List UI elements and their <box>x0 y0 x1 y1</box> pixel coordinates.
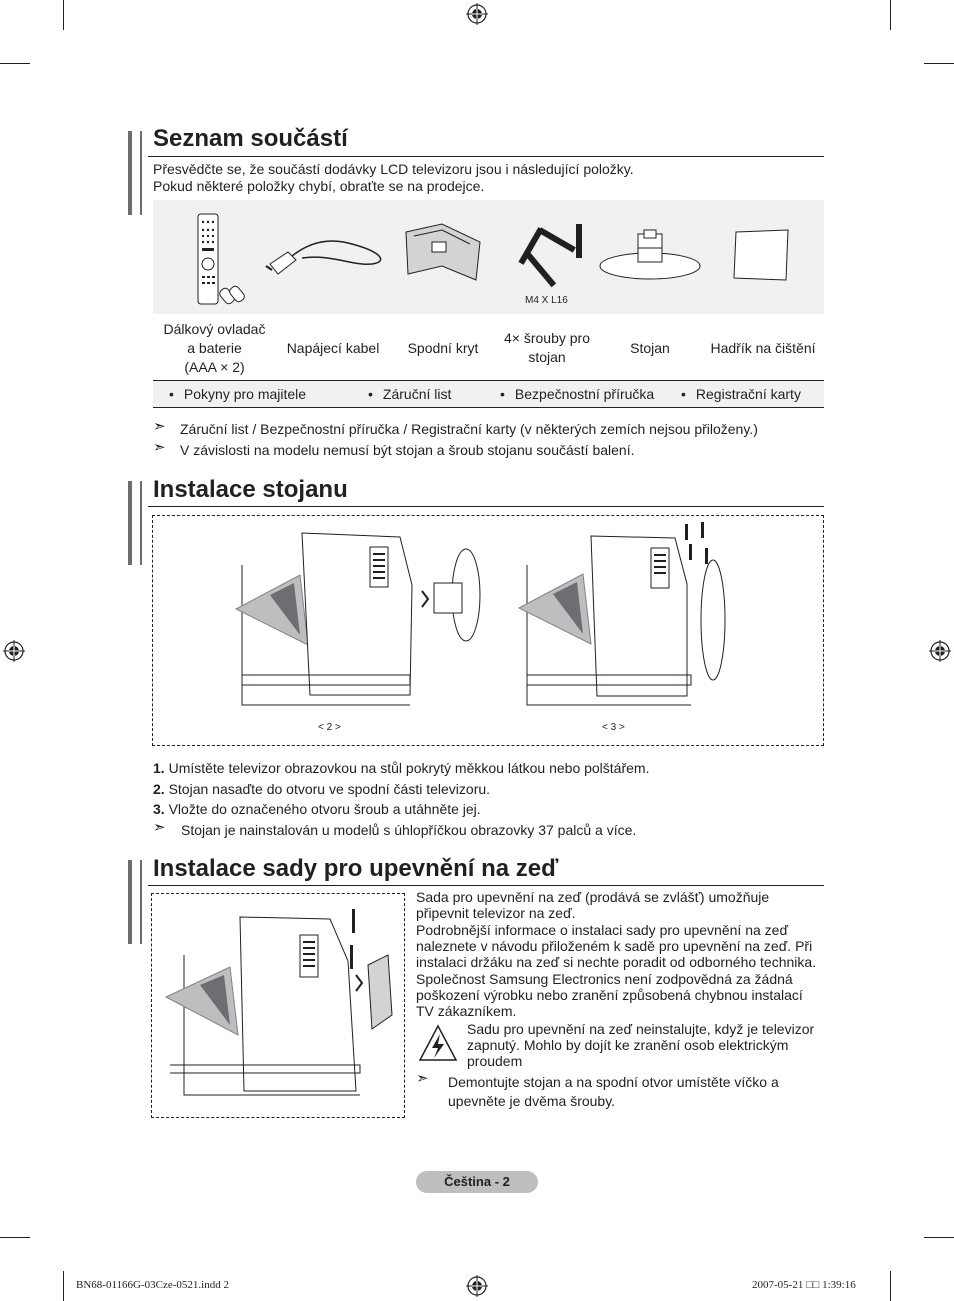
wall-mount-note-line1: Demontujte stojan a na spodní otvor umístěte víčko a <box>448 1074 779 1090</box>
wall-mount-para3-line1: Společnost Samsung Electronics není zodpovědná za žádná <box>416 971 793 987</box>
section-rule <box>148 885 824 886</box>
crop-mark <box>890 1271 891 1301</box>
screw-spec-label: M4 X L16 <box>525 295 568 306</box>
note-arrow-icon: ➣ <box>153 819 166 836</box>
section-rule <box>148 156 824 157</box>
section-title-parts-list: Seznam součástí <box>153 125 348 152</box>
section-rule <box>148 506 824 507</box>
intro-line-2: Pokud některé položky chybí, obraťte se na prodejce. <box>153 178 485 194</box>
crop-mark <box>890 0 891 30</box>
wall-mount-para1-line2: připevnit televizor na zeď. <box>416 905 576 921</box>
footer-timestamp: 2007-05-21 □□ 1:39:16 <box>752 1279 856 1291</box>
note-warranty: Záruční list / Bezpečnostní příručka / Registrační karty (v některých zemích nejsou přiloženy.) <box>180 421 758 437</box>
wall-mount-warning-line3: proudem <box>467 1053 523 1069</box>
stand-installation-figure-step-3 <box>515 520 755 715</box>
section-title-wall-mount: Instalace sady pro upevnění na zeď <box>153 855 559 882</box>
wall-mount-warning-line2: zapnutý. Mohlo by dojít ke zranění osob elektrickým <box>467 1037 789 1053</box>
wall-mount-note-line2: upevněte je dvěma šrouby. <box>448 1093 616 1109</box>
registration-mark-icon <box>3 640 25 662</box>
item-label-bottom-cover: Spodní kryt <box>407 339 479 356</box>
stand-step-3: 3. Vložte do označeného otvoru šroub a utáhněte jej. <box>153 801 481 817</box>
wall-mount-para3-line3: TV zákazníkem. <box>416 1003 517 1019</box>
note-arrow-icon: ➣ <box>153 439 166 456</box>
item-label-stand: Stojan <box>630 339 670 356</box>
power-cable-icon <box>262 230 392 280</box>
remote-control-icon <box>196 212 250 306</box>
bullet-registration-cards: • Registrační karty <box>681 386 801 402</box>
accessories-image-band <box>153 200 824 314</box>
item-label-remote: Dálkový ovladač a baterie (AAA × 2) <box>163 320 266 375</box>
crop-mark <box>924 1237 954 1238</box>
stand-step-1: 1. Umístěte televizor obrazovkou na stůl pokrytý měkkou látkou nebo polštářem. <box>153 760 650 776</box>
wall-mount-warning-line1: Sadu pro upevnění na zeď neinstalujte, když je televizor <box>467 1021 815 1037</box>
wall-mount-para2-line2: naleznete v návodu přiloženém k sadě pro upevnění na zeď. Při <box>416 938 813 954</box>
stand-step-2: 2. Stojan nasaďte do otvoru ve spodní části televizoru. <box>153 781 491 797</box>
stand-installation-figure-step-2 <box>230 525 490 715</box>
screws-icon <box>508 220 590 292</box>
registration-mark-icon <box>929 640 951 662</box>
note-arrow-icon: ➣ <box>153 418 166 435</box>
note-arrow-icon: ➣ <box>416 1070 429 1087</box>
figure-label-step-2: < 2 > <box>318 722 341 733</box>
cleaning-cloth-icon <box>732 228 792 282</box>
crop-mark <box>63 0 64 30</box>
item-label-power-cable: Napájecí kabel <box>286 339 380 356</box>
section-marker-bar <box>128 481 142 565</box>
section-marker-bar <box>128 131 142 215</box>
wall-mount-figure <box>160 905 400 1110</box>
intro-line-1: Přesvědčte se, že součástí dodávky LCD televizoru jsou i následující položky. <box>153 161 634 177</box>
wall-mount-para2-line1: Podrobnější informace o instalaci sady pro upevnění na zeď <box>416 922 789 938</box>
footer-file-name: BN68-01166G-03Cze-0521.indd 2 <box>76 1279 229 1291</box>
bullet-safety-guide: • Bezpečnostní příručka <box>500 386 655 402</box>
wall-mount-para1-line1: Sada pro upevnění na zeď (prodává se zvlášť) umožňuje <box>416 889 770 905</box>
crop-mark <box>0 1237 30 1238</box>
item-label-cloth: Hadřík na čištění <box>710 339 816 356</box>
page-number-badge: Čeština - 2 <box>416 1171 538 1193</box>
section-title-stand-installation: Instalace stojanu <box>153 476 348 503</box>
registration-mark-icon <box>466 3 488 25</box>
crop-mark <box>924 63 954 64</box>
crop-mark <box>63 1271 64 1301</box>
figure-label-step-3: < 3 > <box>602 722 625 733</box>
wall-mount-para2-line3: instalaci držáku na zeď si nechte poradit od odborného technika. <box>416 954 817 970</box>
stand-note-screen-size: Stojan je nainstalován u modelů s úhlopříčkou obrazovky 37 palců a více. <box>181 822 637 838</box>
wall-mount-para3-line2: poškození výrobku nebo zranění způsobená chybnou instalací <box>416 987 803 1003</box>
bottom-cover-icon <box>402 222 484 284</box>
stand-icon <box>598 226 702 282</box>
note-stand-availability: V závislosti na modelu nemusí být stojan a šroub stojanu součástí balení. <box>180 442 635 458</box>
crop-mark <box>0 63 30 64</box>
electric-shock-warning-icon <box>418 1024 458 1064</box>
bullet-warranty-card: • Záruční list <box>368 386 452 402</box>
section-marker-bar <box>128 860 142 944</box>
bullet-owners-instructions: • Pokyny pro majitele <box>169 386 307 402</box>
registration-mark-icon <box>466 1275 488 1297</box>
item-label-screws: 4× šrouby pro stojan <box>504 330 590 365</box>
